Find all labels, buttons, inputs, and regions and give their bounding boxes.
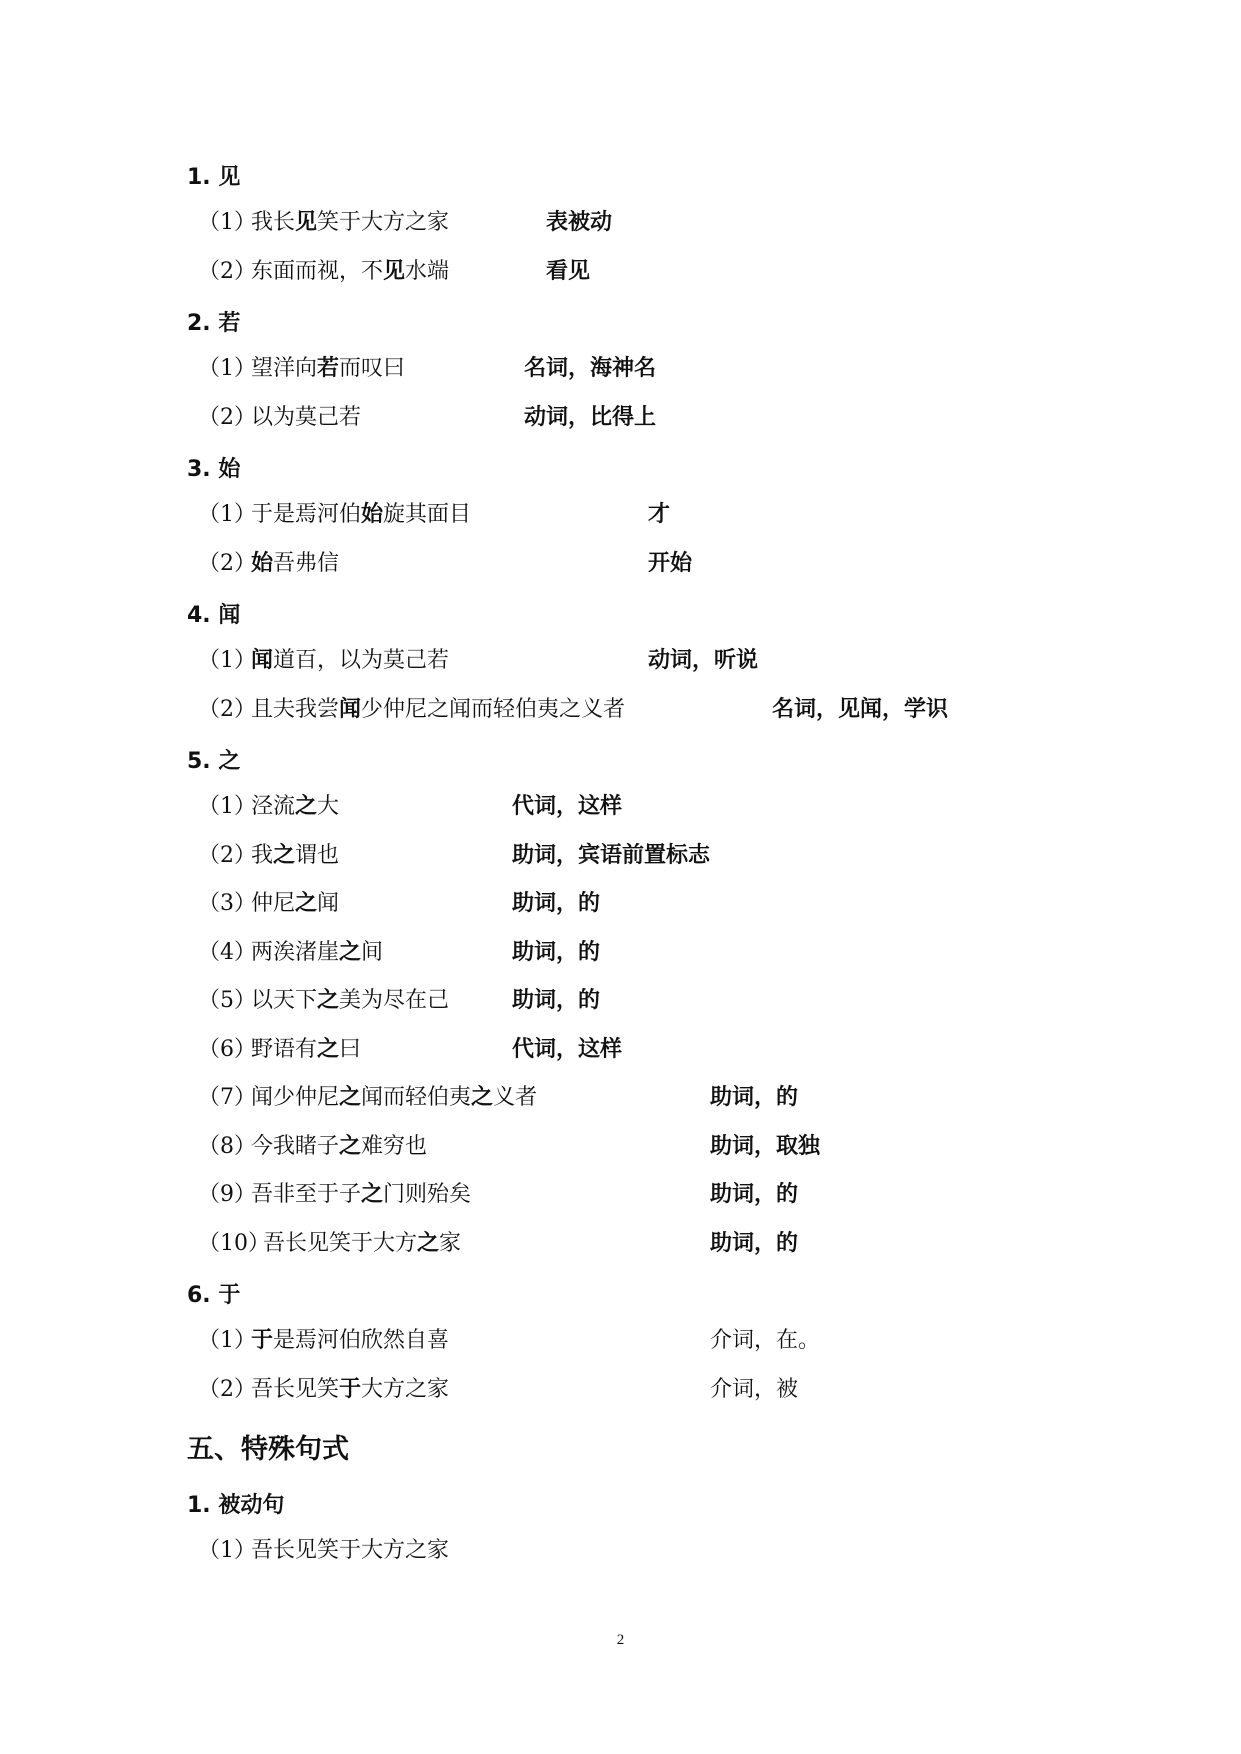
list-item	[0, 789, 1241, 825]
annotation: 开始	[648, 551, 693, 576]
list-item	[0, 400, 1241, 436]
list-item	[0, 254, 1241, 290]
annotation: 才	[648, 502, 671, 527]
annotation: 介词，被	[710, 1377, 799, 1402]
item-number: （2）	[198, 1377, 256, 1402]
annotation: 代词，这样	[512, 794, 623, 819]
section-heading: 6. 于	[187, 1283, 241, 1308]
example-sentence: 且夫我尝闻少仲尼之闻而轻伯夷之义者	[251, 697, 626, 722]
list-item	[0, 1032, 1241, 1068]
item-number: （10）	[198, 1231, 270, 1256]
section-heading: 2. 若	[187, 311, 241, 336]
list-item	[0, 1226, 1241, 1262]
example-sentence: 泾流之大	[251, 794, 340, 819]
item-number: （9）	[198, 1182, 256, 1207]
item-number: （2）	[198, 259, 256, 284]
list-item	[0, 1372, 1241, 1408]
annotation: 助词，的	[512, 891, 601, 916]
list-item	[0, 1323, 1241, 1359]
list-item	[0, 497, 1241, 533]
annotation: 动词，比得上	[524, 405, 657, 430]
example-sentence: 仲尼之闻	[251, 891, 340, 916]
annotation: 助词，的	[710, 1085, 799, 1110]
list-item	[0, 1533, 1241, 1569]
item-number: （2）	[198, 843, 256, 868]
example-sentence: 于是焉河伯始旋其面目	[251, 502, 472, 527]
example-sentence: 两涘渚崖之间	[251, 940, 384, 965]
annotation: 名词，海神名	[524, 356, 657, 381]
example-sentence: 吾非至于子之门则殆矣	[251, 1182, 472, 1207]
item-number: （3）	[198, 891, 256, 916]
example-sentence: 闻道百，以为莫己若	[251, 648, 450, 673]
item-number: （1）	[198, 1538, 256, 1563]
example-sentence: 于是焉河伯欣然自喜	[251, 1328, 450, 1353]
item-number: （1）	[198, 356, 256, 381]
item-number: （1）	[198, 648, 256, 673]
annotation: 看见	[546, 259, 591, 284]
annotation: 助词，的	[710, 1231, 799, 1256]
item-number: （1）	[198, 502, 256, 527]
item-number: （7）	[198, 1085, 256, 1110]
list-item	[0, 886, 1241, 922]
item-number: （6）	[198, 1037, 256, 1062]
example-sentence: 野语有之曰	[251, 1037, 362, 1062]
annotation: 代词，这样	[512, 1037, 623, 1062]
list-item	[0, 983, 1241, 1019]
example-sentence: 吾长见笑于大方之家	[251, 1538, 450, 1563]
section-heading: 4. 闻	[187, 603, 241, 628]
annotation: 助词，的	[512, 988, 601, 1013]
example-sentence: 我之谓也	[251, 843, 340, 868]
item-number: （2）	[198, 405, 256, 430]
item-number: （1）	[198, 1328, 256, 1353]
list-item	[0, 643, 1241, 679]
list-item	[0, 546, 1241, 582]
list-item	[0, 692, 1241, 728]
annotation: 介词，在。	[710, 1328, 821, 1353]
annotation: 助词，的	[512, 940, 601, 965]
example-sentence: 吾长见笑于大方之家	[263, 1231, 462, 1256]
list-item	[0, 1080, 1241, 1116]
example-sentence: 我长见笑于大方之家	[251, 210, 450, 235]
item-number: （2）	[198, 697, 256, 722]
part-heading: 五、特殊句式	[187, 1434, 349, 1465]
example-sentence: 以为莫己若	[251, 405, 362, 430]
item-number: （1）	[198, 210, 256, 235]
list-item	[0, 935, 1241, 971]
example-sentence: 始吾弗信	[251, 551, 340, 576]
item-number: （2）	[198, 551, 256, 576]
annotation: 助词，宾语前置标志	[512, 843, 711, 868]
annotation: 名词，见闻，学识	[772, 697, 949, 722]
list-item	[0, 205, 1241, 241]
example-sentence: 吾长见笑于大方之家	[251, 1377, 450, 1402]
section-heading: 5. 之	[187, 749, 241, 774]
example-sentence: 以天下之美为尽在己	[251, 988, 450, 1013]
item-number: （8）	[198, 1134, 256, 1159]
page-number: 2	[616, 1632, 625, 1648]
example-sentence: 今我睹子之难穷也	[251, 1134, 428, 1159]
list-item	[0, 1177, 1241, 1213]
list-item	[0, 351, 1241, 387]
section-heading: 1. 被动句	[187, 1493, 285, 1518]
section-heading: 3. 始	[187, 457, 241, 482]
item-number: （5）	[198, 988, 256, 1013]
annotation: 助词，取独	[710, 1134, 821, 1159]
example-sentence: 东面而视，不见水端	[251, 259, 450, 284]
example-sentence: 望洋向若而叹曰	[251, 356, 406, 381]
annotation: 助词，的	[710, 1182, 799, 1207]
list-item	[0, 1129, 1241, 1165]
example-sentence: 闻少仲尼之闻而轻伯夷之义者	[251, 1085, 538, 1110]
annotation: 表被动	[546, 210, 613, 235]
item-number: （4）	[198, 940, 256, 965]
section-heading: 1. 见	[187, 165, 241, 190]
annotation: 动词，听说	[648, 648, 759, 673]
item-number: （1）	[198, 794, 256, 819]
list-item	[0, 838, 1241, 874]
